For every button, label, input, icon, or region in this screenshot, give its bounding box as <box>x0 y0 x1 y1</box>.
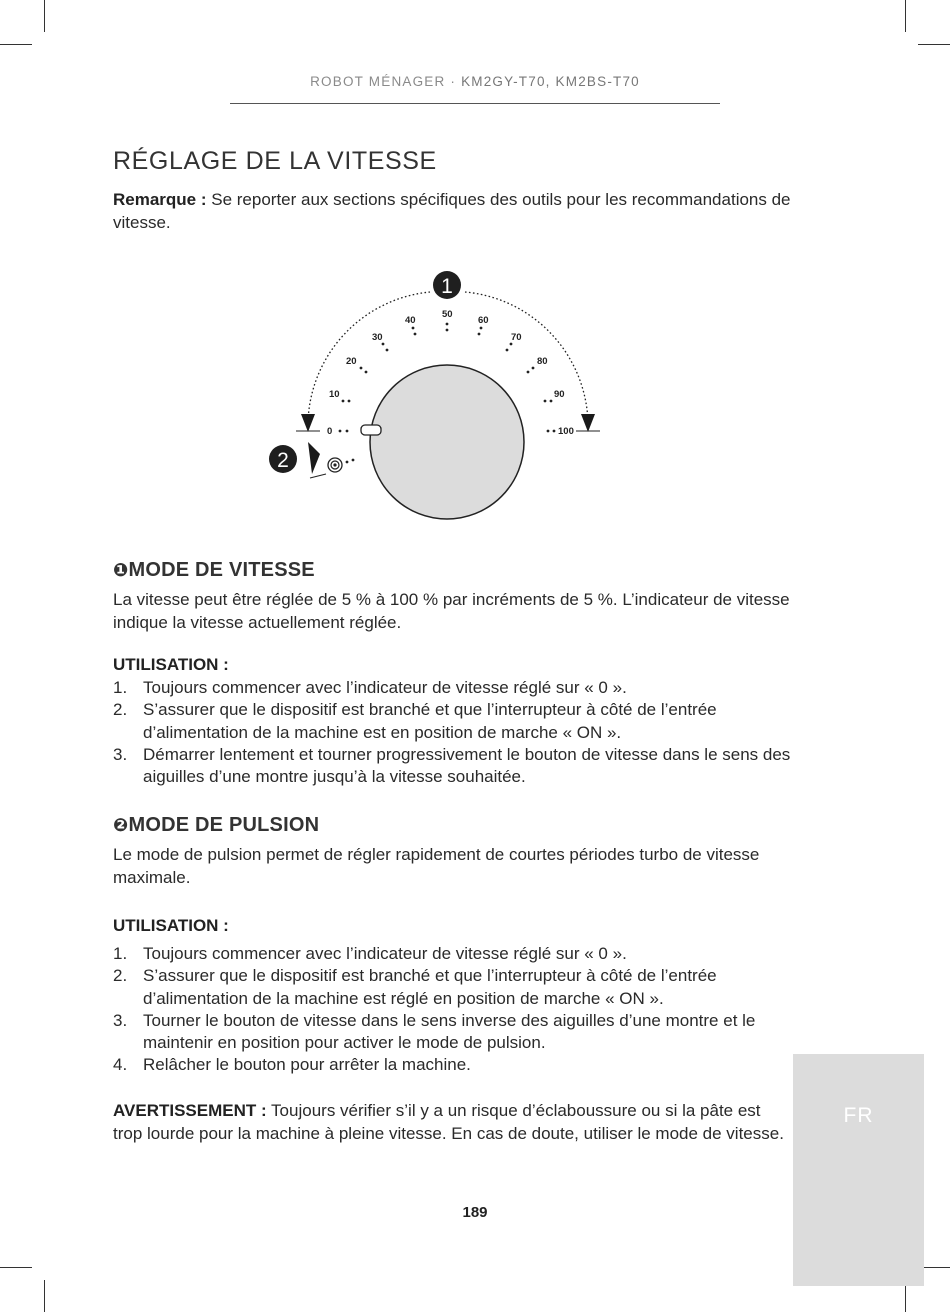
language-tab-label: FR <box>843 1104 874 1127</box>
warning-paragraph <box>113 1100 785 1145</box>
step-number: 2. <box>113 966 128 986</box>
crop-mark <box>0 1267 32 1268</box>
section-2-steps <box>113 943 793 1077</box>
header-models: KM2GY-T70, KM2BS-T70 <box>461 74 640 89</box>
warning-text: Toujours vérifier s’il y a un risque d’éclaboussure ou si la pâte est trop lourde pour la machine à pleine vitesse. En cas de doute, utiliser le mode de vitesse. <box>113 1101 784 1143</box>
list-item <box>113 1010 793 1055</box>
page-title: RÉGLAGE DE LA VITESSE <box>113 147 437 175</box>
speed-label-70: 70 <box>511 332 522 343</box>
step-number: 1. <box>113 944 128 963</box>
list-item <box>113 699 793 744</box>
speed-label-100: 100 <box>558 426 574 437</box>
step-text: S’assurer que le dispositif est branché et que l’interrupteur à côté de l’entrée d’alimentation de la machine est réglé en position de marche « ON ». <box>143 966 717 1008</box>
step-text: Démarrer lentement et tourner progressivement le bouton de vitesse dans le sens des aiguilles d’une montre jusqu’à la vitesse souhaitée. <box>143 744 791 787</box>
step-number: 4. <box>113 1055 128 1075</box>
list-item <box>113 943 793 965</box>
step-text: Toujours commencer avec l’indicateur de vitesse réglé sur « 0 ». <box>143 678 627 697</box>
crop-mark <box>0 44 32 45</box>
section-1-description: La vitesse peut être réglée de 5 % à 100 % par incréments de 5 %. L’indicateur de vitesse indique la vitesse actuellement réglée. <box>113 590 790 632</box>
speed-label-60: 60 <box>478 315 489 326</box>
running-header <box>230 74 720 89</box>
speed-knob <box>370 365 524 519</box>
section-2-number: ❷ <box>113 815 129 835</box>
header-brand: ROBOT MÉNAGER <box>310 74 446 89</box>
section-2-usage-title: UTILISATION : <box>113 916 229 935</box>
list-item <box>113 1054 793 1076</box>
list-item <box>113 965 793 1010</box>
note-paragraph <box>113 189 793 234</box>
speed-label-20: 20 <box>346 356 357 367</box>
step-text: Tourner le bouton de vitesse dans le sens inverse des aiguilles d’une montre et le maintenir en position pour activer le mode de pulsion. <box>143 1010 756 1053</box>
page-number: 189 <box>462 1204 488 1221</box>
pulse-icon <box>328 458 342 472</box>
speed-label-10: 10 <box>329 389 340 400</box>
step-text: Relâcher le bouton pour arrêter la machine. <box>143 1055 471 1075</box>
speed-label-40: 40 <box>405 315 416 326</box>
speed-dial-diagram <box>260 262 620 524</box>
section-1-title-text: MODE DE VITESSE <box>128 559 315 581</box>
section-2-description: Le mode de pulsion permet de régler rapidement de courtes périodes turbo de vitesse maximale. <box>113 845 760 887</box>
crop-mark <box>44 1280 45 1312</box>
arrow-left-tip <box>301 414 315 432</box>
crop-mark <box>905 0 906 32</box>
note-label: Remarque : <box>113 190 207 209</box>
step-text: S’assurer que le dispositif est branché et que l’interrupteur à côté de l’entrée d’alimentation de la machine est en position de marche « ON ». <box>143 700 717 742</box>
speed-label-50: 50 <box>442 309 453 320</box>
list-item <box>113 677 793 699</box>
section-2-title-text: MODE DE PULSION <box>128 814 320 836</box>
language-tab <box>793 1054 924 1286</box>
step-number: 2. <box>113 700 128 720</box>
crop-mark <box>918 44 950 45</box>
speed-label-0: 0 <box>327 426 333 437</box>
speed-label-90: 90 <box>554 389 565 400</box>
step-number: 3. <box>113 744 128 764</box>
header-separator: · <box>445 74 462 89</box>
list-item <box>113 744 793 789</box>
speed-label-30: 30 <box>372 332 383 343</box>
section-1-title <box>113 559 315 582</box>
section-1-steps <box>113 677 793 788</box>
section-1-usage-title: UTILISATION : <box>113 655 229 674</box>
knob-indicator <box>361 425 381 435</box>
arrow-right-tip <box>581 414 595 432</box>
section-1-number: ❶ <box>113 560 129 580</box>
speed-label-80: 80 <box>537 356 548 367</box>
section-2-title <box>113 814 319 837</box>
note-text: Se reporter aux sections spécifiques des outils pour les recommandations de vitesse. <box>113 190 791 232</box>
step-number: 3. <box>113 1010 128 1030</box>
callout-1-label: 1 <box>441 275 453 298</box>
step-text: Toujours commencer avec l’indicateur de vitesse réglé sur « 0 ». <box>143 944 627 963</box>
callout-2-label: 2 <box>277 449 289 472</box>
warning-label: AVERTISSEMENT : <box>113 1101 267 1120</box>
crop-mark <box>44 0 45 32</box>
step-number: 1. <box>113 678 128 697</box>
header-rule <box>230 103 720 104</box>
